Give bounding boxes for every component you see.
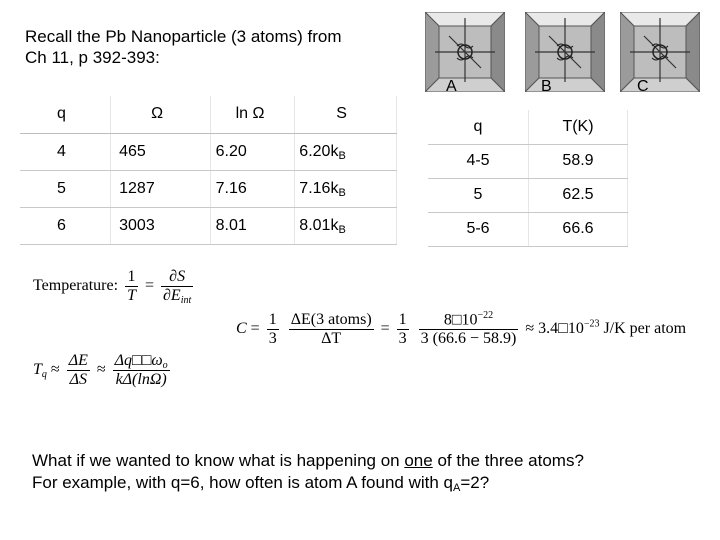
cell-q: 5 <box>428 178 529 212</box>
cell-ln-omega: 8.01 <box>210 207 295 244</box>
cell-ln-omega: 7.16 <box>210 170 295 207</box>
heat-capacity-equation: C = $\frac{1}{3}$ $\frac{\text{ΔE(3 atoms)}}{\Delta T}$ = $\frac{1}{3}$ $\frac{8□10^{-22}}{3 (66.6 - 58.9)}$ ≈ $3.4□10^{-23}$ J/K per atom <box>236 310 687 348</box>
question-line-1: What if we wanted to know what is happening on one of the three atoms? <box>32 451 584 470</box>
question-text <box>32 450 712 494</box>
emphasis-one: one <box>404 451 433 470</box>
box-label-a: A <box>446 78 457 95</box>
slide-title <box>25 26 342 68</box>
cell-t: 62.5 <box>529 178 628 212</box>
cell-q: 6 <box>20 207 111 244</box>
atom-box-c-icon <box>620 12 700 92</box>
table-row <box>20 207 397 244</box>
cell-omega: 3003 <box>111 207 210 244</box>
atom-box-a-icon <box>425 12 505 92</box>
table-header-row <box>20 96 397 133</box>
table-row <box>20 170 397 207</box>
cell-q: 5 <box>20 170 111 207</box>
header-q: q <box>20 96 111 133</box>
title-line-2: Ch 11, p 392-393: <box>25 48 160 67</box>
temperature-equation: Temperature: $\frac{1}{T}$ = $\frac{\partial S}{\partial E_{int}}$ <box>33 268 192 306</box>
cell-ln-omega: 6.20 <box>210 133 295 170</box>
title-line-1: Recall the Pb Nanoparticle (3 atoms) from <box>25 27 342 46</box>
entropy-table <box>20 96 397 245</box>
question-line-2: For example, with q=6, how often is atom A found with $q_A=2$? <box>32 473 490 494</box>
header-ln-omega: ln Ω <box>210 96 295 133</box>
table-row <box>428 212 628 246</box>
table-row <box>20 133 397 170</box>
atom-box-b-icon <box>525 12 605 92</box>
cell-t: 58.9 <box>529 144 628 178</box>
cell-s: $7.16k_B$ <box>295 170 397 207</box>
cell-q: 4 <box>20 133 111 170</box>
header-q: q <box>428 110 529 144</box>
cell-t: 66.6 <box>529 212 628 246</box>
header-t: T(K) <box>529 110 628 144</box>
cell-q: 5-6 <box>428 212 529 246</box>
header-s: S <box>295 96 397 133</box>
cell-q: 4-5 <box>428 144 529 178</box>
temperature-table <box>428 110 628 247</box>
cell-omega: 465 <box>111 133 210 170</box>
table-row <box>428 144 628 178</box>
tq-equation: $T_q$ ≈ $\frac{\Delta E}{\Delta S}$ ≈ $\frac{\Delta q□□\omega_o}{k\Delta(\ln\Omega)}$ <box>33 352 168 388</box>
cell-s: $6.20k_B$ <box>295 133 397 170</box>
cell-s: $8.01k_B$ <box>295 207 397 244</box>
table-row <box>428 178 628 212</box>
units-label: J/K per atom <box>603 319 687 337</box>
table-header-row <box>428 110 628 144</box>
header-omega: Ω <box>111 96 210 133</box>
box-label-b: B <box>541 78 552 95</box>
temperature-label: Temperature: <box>33 277 119 295</box>
cell-omega: 1287 <box>111 170 210 207</box>
box-label-c: C <box>637 78 649 95</box>
